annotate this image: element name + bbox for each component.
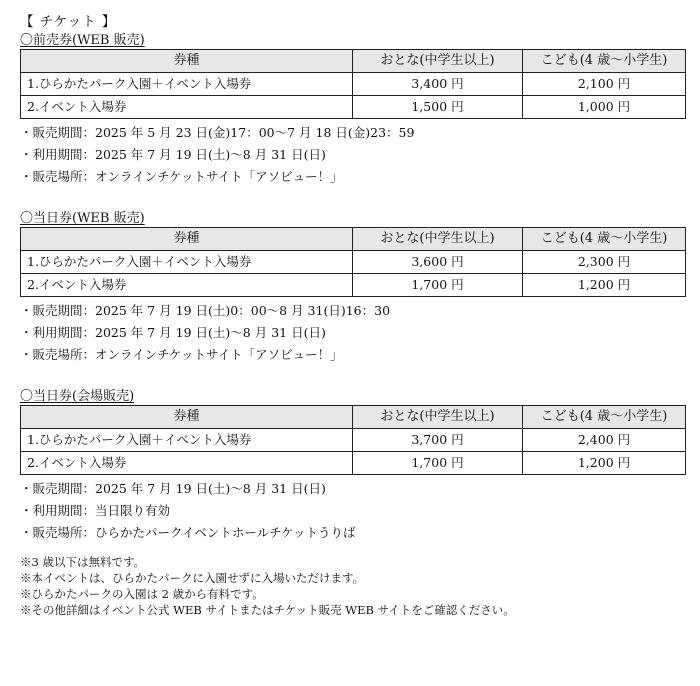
table-header-row [21, 50, 686, 73]
ticket-type-cell: 1.ひらかたパーク入園＋イベント入場券 [21, 251, 353, 274]
page-title: 【 チケット 】 [20, 14, 117, 30]
ticket-document [20, 12, 685, 618]
same-day-venue-section [20, 388, 685, 544]
sales-period-text: ・販売期間：2025 年 7 月 19 日(土)0：00～8 月 31(日)16：30 [20, 303, 391, 318]
ticket-type-cell: 2.イベント入場券 [21, 96, 353, 119]
column-header-child: こども(4 歳～小学生) [523, 50, 686, 73]
column-header-adult: おとな(中学生以上) [353, 228, 523, 251]
table-row [21, 274, 686, 297]
child-price-cell: 2,300 円 [523, 251, 686, 274]
notes-list [20, 554, 685, 618]
table-row [21, 452, 686, 475]
usage-period-text: ・利用期間：2025 年 7 月 19 日(土)～8 月 31 日(日) [20, 325, 326, 340]
price-table [20, 49, 686, 119]
usage-period-text: ・利用期間：2025 年 7 月 19 日(土)～8 月 31 日(日) [20, 147, 326, 162]
usage-period-text: ・利用期間：当日限り有効 [20, 503, 171, 518]
bullet-list [20, 478, 685, 544]
table-row [21, 96, 686, 119]
column-header-adult: おとな(中学生以上) [353, 50, 523, 73]
ticket-type-cell: 2.イベント入場券 [21, 274, 353, 297]
bullet-list [20, 300, 685, 366]
column-header-adult: おとな(中学生以上) [353, 406, 523, 429]
adult-price-cell: 3,700 円 [353, 429, 523, 452]
column-header-type: 券種 [21, 228, 353, 251]
ticket-type-cell: 2.イベント入場券 [21, 452, 353, 475]
sales-location-text: ・販売場所：オンラインチケットサイト「アソビュー！」 [20, 347, 343, 362]
table-header-row [21, 406, 686, 429]
column-header-child: こども(4 歳～小学生) [523, 228, 686, 251]
table-row [21, 251, 686, 274]
column-header-type: 券種 [21, 406, 353, 429]
section-title: 〇当日券(会場販売) [20, 389, 135, 404]
column-header-type: 券種 [21, 50, 353, 73]
same-day-web-section [20, 210, 685, 366]
sales-location-text: ・販売場所：ひらかたパークイベントホールチケットうりば [20, 525, 356, 540]
adult-price-cell: 1,700 円 [353, 274, 523, 297]
note-item: ※ひらかたパークの入園は 2 歳から有料です。 [20, 587, 264, 601]
bullet-list [20, 122, 685, 188]
child-price-cell: 1,000 円 [523, 96, 686, 119]
section-title: 〇前売券(WEB 販売) [20, 33, 145, 48]
ticket-type-cell: 1.ひらかたパーク入園＋イベント入場券 [21, 429, 353, 452]
table-header-row [21, 228, 686, 251]
adult-price-cell: 1,700 円 [353, 452, 523, 475]
adult-price-cell: 1,500 円 [353, 96, 523, 119]
price-table [20, 227, 686, 297]
ticket-type-cell: 1.ひらかたパーク入園＋イベント入場券 [21, 73, 353, 96]
note-item: ※3 歳以下は無料です。 [20, 555, 146, 569]
price-table [20, 405, 686, 475]
adult-price-cell: 3,600 円 [353, 251, 523, 274]
child-price-cell: 2,400 円 [523, 429, 686, 452]
sales-period-text: ・販売期間：2025 年 7 月 19 日(土)～8 月 31 日(日) [20, 481, 326, 496]
child-price-cell: 1,200 円 [523, 274, 686, 297]
sales-period-text: ・販売期間：2025 年 5 月 23 日(金)17：00～7 月 18 日(金)23：59 [20, 125, 415, 140]
adult-price-cell: 3,400 円 [353, 73, 523, 96]
note-item: ※本イベントは、ひらかたパークに入園せずに入場いただけます。 [20, 571, 365, 585]
child-price-cell: 1,200 円 [523, 452, 686, 475]
child-price-cell: 2,100 円 [523, 73, 686, 96]
sales-location-text: ・販売場所：オンラインチケットサイト「アソビュー！」 [20, 169, 343, 184]
table-row [21, 73, 686, 96]
section-title: 〇当日券(WEB 販売) [20, 211, 145, 226]
table-row [21, 429, 686, 452]
note-item: ※その他詳細はイベント公式 WEB サイトまたはチケット販売 WEB サイトをご確認ください。 [20, 603, 515, 617]
advance-ticket-section [20, 32, 685, 188]
column-header-child: こども(4 歳～小学生) [523, 406, 686, 429]
